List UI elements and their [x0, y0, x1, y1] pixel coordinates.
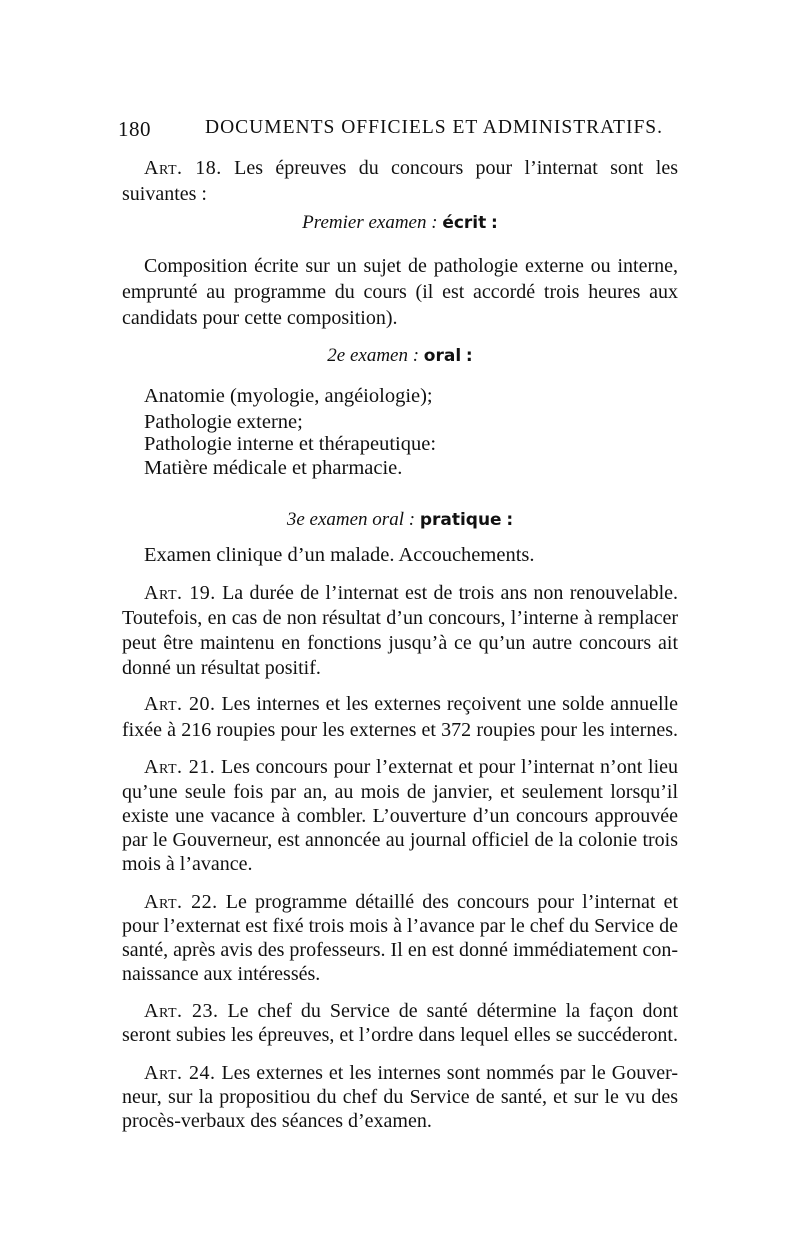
- exam1-line: candidats pour cette composition).: [122, 307, 398, 329]
- art22-line: santé, après avis des professeurs. Il en est donné immédiatement con-: [122, 939, 678, 961]
- exam1-line: emprunté au programme du cours (il est accordé trois heures aux: [122, 281, 678, 303]
- exam2-heading-italic: 2e examen :: [327, 345, 420, 366]
- art23-line: [122, 998, 678, 1024]
- art20-line: [122, 691, 678, 717]
- art20-line: fixée à 216 roupies pour les externes et 372 roupies pour les internes.: [122, 719, 678, 741]
- art19-line: Toutefois, en cas de non résultat d’un concours, l’interne à remplacer: [122, 607, 678, 629]
- exam2-heading-bold: oral: [423, 346, 462, 366]
- art23-text: Le chef du Service de santé détermine la façon dont: [227, 1000, 678, 1022]
- art18-line2: suivantes :: [122, 183, 207, 205]
- art24-line: procès-verbaux des séances d’examen.: [122, 1110, 432, 1132]
- exam1-heading-bold: écrit: [442, 213, 487, 233]
- article-label: Art. 22.: [144, 891, 218, 913]
- exam3-heading-bold: pratique: [419, 510, 502, 530]
- exam2-item: Pathologie interne et thérapeutique:: [144, 433, 437, 455]
- exam3-heading-italic: 3e examen oral :: [286, 509, 416, 530]
- exam2-item: Anatomie (myologie, angéiologie);: [144, 385, 433, 407]
- art21-text: Les concours pour l’externat et pour l’internat n’ont lieu: [221, 756, 678, 778]
- art19-text: La durée de l’internat est de trois ans non renouvelable.: [222, 582, 679, 604]
- art24-line: [122, 1060, 678, 1086]
- art24-line: neur, sur la propositiou du chef du Service de santé, et sur le vu des: [122, 1086, 678, 1108]
- exam3-heading: [0, 509, 800, 531]
- art22-text: Le programme détaillé des concours pour l’internat et: [225, 891, 679, 913]
- art21-line: mois à l’avance.: [122, 853, 253, 875]
- art18-line1: [122, 155, 678, 181]
- art19-line: [122, 580, 678, 606]
- art20-text: Les internes et les externes reçoivent une solde annuelle: [221, 693, 679, 715]
- exam2-heading: [0, 345, 800, 367]
- exam2-item: Matière médicale et pharmacie.: [144, 457, 403, 479]
- exam2-item: Pathologie externe;: [144, 411, 303, 433]
- art22-line: naissance aux intéressés.: [122, 963, 321, 985]
- running-title: DOCUMENTS OFFICIELS ET ADMINISTRATIFS.: [205, 117, 664, 138]
- art22-line: [122, 889, 678, 915]
- article-label: Art. 21.: [144, 756, 216, 778]
- article-label: Art. 23.: [144, 1000, 219, 1022]
- art19-line: donné un résultat positif.: [122, 657, 321, 679]
- exam2-heading-colon: :: [465, 346, 473, 366]
- exam3-line: Examen clinique d’un malade. Accouchements.: [144, 544, 535, 566]
- art22-line: pour l’externat est fixé trois mois à l’avance par le chef du Service de: [122, 915, 678, 937]
- art21-line: [122, 754, 678, 780]
- article-label: Art. 18.: [144, 157, 222, 179]
- art21-line: qu’une seule fois par an, au mois de janvier, et seulement lorsqu’il: [122, 781, 678, 803]
- article-label: Art. 20.: [144, 693, 216, 715]
- art18-text: Les épreuves du concours pour l’internat sont les: [234, 157, 679, 179]
- exam3-heading-colon: :: [506, 510, 514, 530]
- article-label: Art. 19.: [144, 582, 216, 604]
- exam1-heading-italic: Premier examen :: [302, 212, 438, 233]
- art19-line: peut être maintenu en fonctions jusqu’à ce qu’un autre concours ait: [122, 632, 678, 654]
- exam1-heading: [0, 212, 800, 234]
- exam1-heading-colon: :: [491, 213, 498, 233]
- exam1-line: Composition écrite sur un sujet de pathologie externe ou interne,: [144, 255, 678, 277]
- art21-line: existe une vacance à combler. L’ouverture d’un concours approuvée: [122, 805, 678, 827]
- art24-text: Les externes et les internes sont nommés par le Gouver-: [221, 1062, 679, 1084]
- art23-line: seront subies les épreuves, et l’ordre dans lequel elles se succéderont.: [122, 1024, 678, 1046]
- art21-line: par le Gouverneur, est annoncée au journal officiel de la colonie trois: [122, 829, 678, 851]
- page-number: 180: [118, 117, 151, 141]
- article-label: Art. 24.: [144, 1062, 216, 1084]
